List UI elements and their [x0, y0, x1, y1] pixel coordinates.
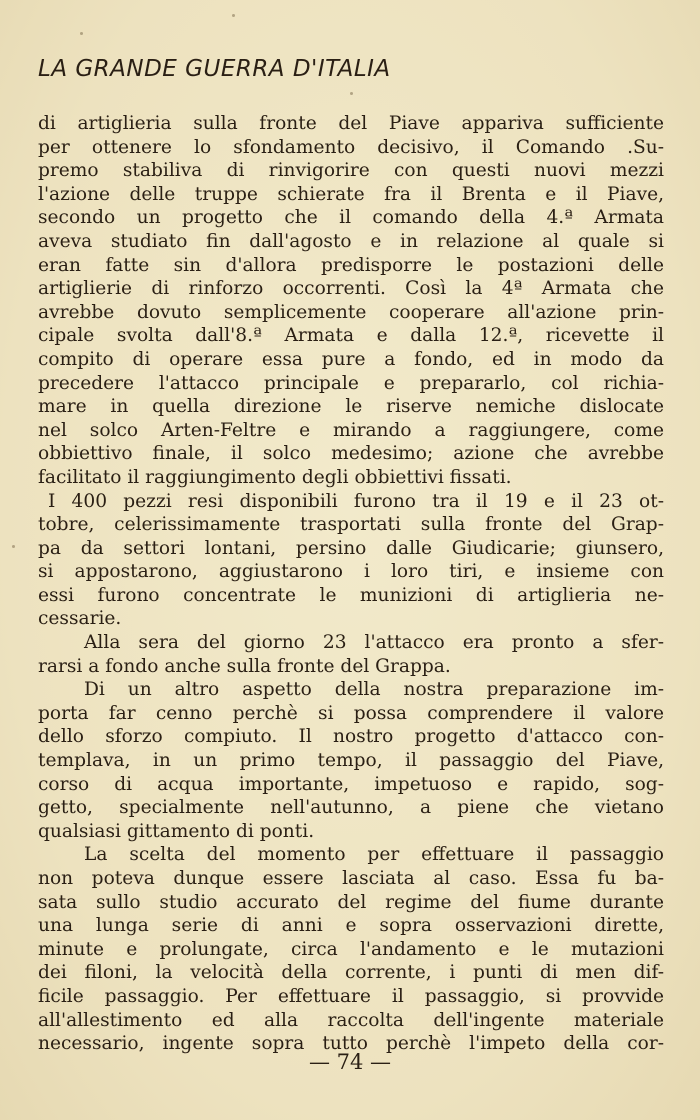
text-line: essi furono concentrate le munizioni di artiglieria ne-: [38, 584, 664, 606]
text-line: per ottenere lo sfondamento decisivo, il Comando .Su-: [38, 136, 664, 158]
text-line: cessarie.: [38, 608, 122, 630]
text-line: dello sforzo compiuto. Il nostro progetto d'attacco con-: [38, 726, 664, 748]
text-line: precedere l'attacco principale e prepararlo, col richia-: [38, 372, 664, 394]
text-line: ficile passaggio. Per effettuare il passaggio, si provvide: [38, 985, 664, 1007]
paper-speck: [12, 545, 15, 548]
text-line: una lunga serie di anni e sopra osservazioni dirette,: [38, 915, 664, 937]
text-line: nel solco Arten-Feltre e mirando a raggiungere, come: [38, 419, 664, 441]
text-line: mare in quella direzione le riserve nemiche dislocate: [38, 396, 664, 418]
body-text: [38, 112, 664, 1056]
text-line: compito di operare essa pure a fondo, ed in modo da: [38, 348, 664, 370]
text-line: cipale svolta dall'8.ª Armata e dalla 12.ª, ricevette il: [38, 325, 664, 347]
text-line: porta far cenno perchè si possa comprendere il valore: [38, 702, 664, 724]
text-line: avrebbe dovuto semplicemente cooperare all'azione prin-: [38, 301, 664, 323]
text-line: secondo un progetto che il comando della 4.ª Armata: [38, 207, 664, 229]
text-line: pa da settori lontani, persino dalle Giudicarie; giunsero,: [38, 537, 664, 559]
text-line: facilitato il raggiungimento degli obbiettivi fissati.: [38, 466, 512, 488]
text-line: corso di acqua importante, impetuoso e rapido, sog-: [38, 773, 664, 795]
text-line: eran fatte sin d'allora predisporre le postazioni delle: [38, 254, 664, 276]
paper-speck: [232, 14, 235, 17]
text-line: minute e prolungate, circa l'andamento e le mutazioni: [38, 938, 664, 960]
text-line: La scelta del momento per effettuare il passaggio: [84, 844, 664, 866]
text-line: premo stabiliva di rinvigorire con questi nuovi mezzi: [38, 160, 664, 182]
text-line: all'allestimento ed alla raccolta dell'ingente materiale: [38, 1009, 664, 1031]
text-line: non poteva dunque essere lasciata al caso. Essa fu ba-: [38, 868, 664, 889]
text-line: l'azione delle truppe schierate fra il Brenta e il Piave,: [38, 183, 664, 205]
text-line: tobre, celerissimamente trasportati sulla fronte del Grap-: [38, 514, 664, 536]
text-line: artiglierie di rinforzo occorrenti. Così la 4ª Armata che: [38, 278, 664, 300]
text-line: si appostarono, aggiustarono i loro tiri, e insieme con: [38, 561, 664, 583]
running-title: LA GRANDE GUERRA D'ITALIA: [38, 56, 391, 82]
paper-speck: [80, 32, 83, 35]
text-line: rarsi a fondo anche sulla fronte del Grappa.: [38, 655, 451, 677]
text-line: obbiettivo finale, il solco medesimo; azione che avrebbe: [38, 443, 664, 465]
text-line: di artiglieria sulla fronte del Piave appariva sufficiente: [38, 113, 664, 134]
text-line: qualsiasi gittamento di ponti.: [38, 820, 315, 842]
text-line: Alla sera del giorno 23 l'attacco era pronto a sfer-: [84, 632, 664, 654]
text-line: aveva studiato fin dall'agosto e in relazione al quale si: [38, 230, 664, 252]
text-line: getto, specialmente nell'autunno, a piene che vietano: [38, 797, 664, 819]
text-line: sata sullo studio accurato del regime del fiume durante: [38, 891, 664, 913]
page-number: — 74 —: [308, 1050, 392, 1074]
text-line: necessario, ingente sopra tutto perchè l'impeto della cor-: [38, 1033, 664, 1055]
paper-speck: [350, 92, 353, 95]
text-line: dei filoni, la velocità della corrente, i punti di men dif-: [38, 962, 664, 984]
text-line: templava, in un primo tempo, il passaggio del Piave,: [38, 750, 664, 772]
text-line: I 400 pezzi resi disponibili furono tra il 19 e il 23 ot-: [48, 490, 664, 512]
text-line: Di un altro aspetto della nostra preparazione im-: [84, 679, 664, 701]
